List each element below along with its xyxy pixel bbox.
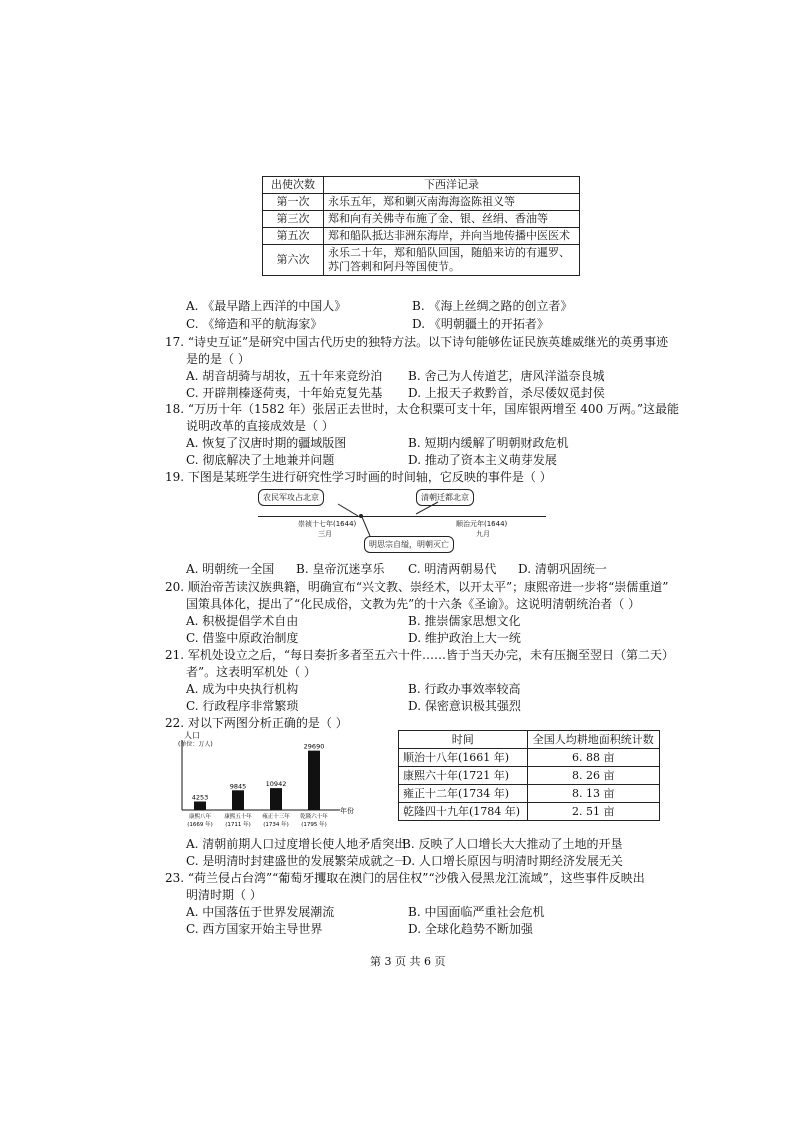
x-tick-label: 雍正十三年 bbox=[262, 814, 290, 820]
bar bbox=[308, 751, 320, 810]
y-axis-unit: (单位：万人) bbox=[178, 741, 213, 748]
q20-stem: 20. 顺治帝苦读汉族典籍，明确宣布“兴文教、崇经术，以开太平”；康熙帝进一步将“崇儒重道” bbox=[165, 580, 669, 594]
area-value: 8. 26 亩 bbox=[527, 767, 660, 785]
area-time: 顺治十八年(1661 年) bbox=[399, 749, 528, 767]
table-row bbox=[263, 211, 580, 228]
q20-stem-2: 国策具体化，提出了“化民成俗，文教为先”的十六条《圣谕》。这说明清朝统治者（ ） bbox=[186, 597, 641, 611]
q17-option-a[interactable]: A. 胡音胡骑与胡妆，五十年来竞纷泊 bbox=[186, 369, 383, 383]
q18-stem-2: 说明改革的直接成效是（ ） bbox=[186, 419, 334, 433]
q22-option-c[interactable]: C. 是明清时封建盛世的发展繁荣成就之一 bbox=[186, 854, 407, 868]
bar-value-label: 4253 bbox=[191, 793, 209, 802]
q18-option-d[interactable]: D. 推动了资本主义萌芽发展 bbox=[408, 453, 557, 467]
q19-option-b[interactable]: B. 皇帝沉迷享乐 bbox=[296, 562, 385, 576]
area-value: 8. 13 亩 bbox=[527, 785, 660, 803]
q17-option-d[interactable]: D. 上报天子救黔首，杀尽倭奴觅封侯 bbox=[408, 386, 605, 400]
q16-option-c[interactable]: C. 《缔造和平的航海家》 bbox=[186, 317, 323, 331]
q18-option-a[interactable]: A. 恢复了汉唐时期的疆域版图 bbox=[186, 436, 347, 450]
q23-stem: 23. “荷兰侵占台湾”“葡萄牙攫取在澳门的居住权”“沙俄入侵黑龙江流域”，这些事件反映出 bbox=[165, 871, 645, 885]
voyage-record-line: 永乐二十年，郑和船队回国，随船来访的有暹罗、 bbox=[328, 246, 570, 259]
q22-stem: 22. 对以下两图分析正确的是（ ） bbox=[165, 716, 348, 730]
table-row bbox=[399, 785, 660, 803]
voyage-record: 郑和向有关佛寺布施了金、银、丝绢、香油等 bbox=[324, 211, 580, 228]
voyage-record: 永乐五年，郑和剿灭南海海盗陈祖义等 bbox=[324, 194, 580, 211]
q23-stem-2: 明清时期（ ） bbox=[186, 888, 262, 902]
q17-stem-2: 是的是（ ） bbox=[186, 352, 250, 366]
x-tick-label: 乾隆六十年 bbox=[300, 814, 328, 820]
table-row bbox=[263, 228, 580, 245]
q19-option-c[interactable]: C. 明清两朝易代 bbox=[408, 562, 497, 576]
voyage-header-times: 出使次数 bbox=[263, 177, 324, 194]
q20-option-d[interactable]: D. 维护政治上大一统 bbox=[408, 631, 521, 645]
q21-option-b[interactable]: B. 行政办事效率较高 bbox=[408, 682, 521, 696]
area-time: 康熙六十年(1721 年) bbox=[399, 767, 528, 785]
bar bbox=[232, 790, 244, 810]
voyage-times: 第五次 bbox=[263, 228, 324, 245]
q19-option-a[interactable]: A. 明朝统一全国 bbox=[186, 562, 275, 576]
timeline-connectors bbox=[258, 480, 548, 550]
area-header-time: 时间 bbox=[399, 731, 528, 749]
voyage-table bbox=[262, 176, 580, 276]
q19-stem: 19. 下图是某班学生进行研究性学习时画的时间轴，它反映的事件是（ ） bbox=[165, 470, 552, 484]
q22-option-a[interactable]: A. 清朝前期人口过度增长使人地矛盾突出 bbox=[186, 837, 407, 851]
arable-land-table bbox=[398, 730, 660, 821]
bar-value-label: 10942 bbox=[265, 780, 287, 789]
q16-option-b[interactable]: B. 《海上丝绸之路的创立者》 bbox=[412, 299, 573, 313]
voyage-record: 郑和船队抵达非洲东海岸，并向当地传播中医医术 bbox=[324, 228, 580, 245]
q21-stem: 21. 军机处设立之后，“每日奏折多者至五六十件……皆于当天办完，未有压搁至翌日（第二天） bbox=[165, 648, 675, 662]
bar-value-label: 9845 bbox=[229, 782, 247, 791]
bar bbox=[270, 788, 282, 810]
x-tick-year: (1711 年) bbox=[225, 822, 251, 828]
bar bbox=[194, 801, 206, 810]
q20-option-a[interactable]: A. 积极提倡学术自由 bbox=[186, 614, 299, 628]
q17-option-c[interactable]: C. 开辟荆榛逐荷夷，十年始克复先基 bbox=[186, 386, 383, 400]
timeline-right-month: 九月 bbox=[476, 530, 490, 538]
population-bar-chart bbox=[172, 730, 372, 832]
y-axis-label: 人口 bbox=[184, 731, 200, 740]
table-row bbox=[399, 749, 660, 767]
q22-option-d[interactable]: D. 人口增长原因与明清时期经济发展无关 bbox=[402, 854, 623, 868]
q18-stem: 18. “万历十年（1582 年）张居正去世时，太仓积粟可支十年，国库银两增至 400 万两。”这最能 bbox=[165, 402, 680, 416]
q21-option-c[interactable]: C. 行政程序非常繁琐 bbox=[186, 699, 299, 713]
voyage-header-record: 下西洋记录 bbox=[324, 177, 580, 194]
timeline-left-month: 三月 bbox=[318, 530, 332, 538]
q21-option-d[interactable]: D. 保密意识极其强烈 bbox=[408, 699, 521, 713]
bar-value-label: 29690 bbox=[303, 742, 325, 751]
q19-option-d[interactable]: D. 清朝巩固统一 bbox=[518, 562, 607, 576]
q21-option-a[interactable]: A. 成为中央执行机构 bbox=[186, 682, 299, 696]
q20-option-c[interactable]: C. 借鉴中原政治制度 bbox=[186, 631, 299, 645]
area-value: 6. 88 亩 bbox=[527, 749, 660, 767]
q23-option-a[interactable]: A. 中国落伍于世界发展潮流 bbox=[186, 905, 335, 919]
q18-option-b[interactable]: B. 短期内缓解了明朝财政危机 bbox=[408, 436, 569, 450]
page-number: 第 3 页 共 6 页 bbox=[370, 955, 446, 968]
q17-stem: 17. “诗史互证”是研究中国古代历史的独特方法。以下诗句能够佐证民族英雄威继光的英勇事迹 bbox=[165, 335, 669, 349]
voyage-times: 第三次 bbox=[263, 211, 324, 228]
x-axis-label: 年份 bbox=[340, 807, 354, 815]
area-time: 雍正十二年(1734 年) bbox=[399, 785, 528, 803]
area-time: 乾隆四十九年(1784 年) bbox=[399, 803, 528, 821]
x-tick-year: (1669 年) bbox=[187, 822, 213, 828]
q23-option-c[interactable]: C. 西方国家开始主导世界 bbox=[186, 922, 323, 936]
voyage-record bbox=[324, 245, 580, 276]
table-row bbox=[399, 803, 660, 821]
q23-option-d[interactable]: D. 全球化趋势不断加强 bbox=[408, 922, 533, 936]
timeline-label-left: 农民军攻占北京 bbox=[258, 489, 324, 506]
area-header-value: 全国人均耕地面积统计数 bbox=[527, 731, 660, 749]
timeline-label-right: 清朝迁都北京 bbox=[416, 489, 474, 506]
x-tick-year: (1795 年) bbox=[301, 822, 327, 828]
x-tick-year: (1734 年) bbox=[263, 822, 289, 828]
voyage-times: 第一次 bbox=[263, 194, 324, 211]
x-tick-label: 康熙八年 bbox=[188, 814, 212, 820]
q16-option-d[interactable]: D. 《明朝疆土的开拓者》 bbox=[412, 317, 549, 331]
table-row bbox=[399, 767, 660, 785]
timeline-left-date: 崇祯十七年(1644) bbox=[298, 520, 357, 528]
voyage-record-line: 苏门答剌和阿丹等国使节。 bbox=[328, 260, 460, 273]
voyage-times: 第六次 bbox=[263, 245, 324, 276]
q22-option-b[interactable]: B. 反映了人口增长大大推动了土地的开垦 bbox=[402, 837, 623, 851]
x-tick-label: 康熙五十年 bbox=[224, 814, 252, 820]
q16-option-a[interactable]: A. 《最早踏上西洋的中国人》 bbox=[186, 299, 347, 313]
q20-option-b[interactable]: B. 推崇儒家思想文化 bbox=[408, 614, 521, 628]
q23-option-b[interactable]: B. 中国面临严重社会危机 bbox=[408, 905, 545, 919]
table-row bbox=[263, 245, 580, 276]
q18-option-c[interactable]: C. 彻底解决了土地兼并问题 bbox=[186, 453, 335, 467]
q21-stem-2: 者”。这表明军机处（ ） bbox=[186, 665, 316, 679]
timeline-label-bottom: 明思宗自缢，明朝灭亡 bbox=[364, 536, 454, 553]
timeline-right-date: 顺治元年(1644) bbox=[456, 520, 508, 528]
area-value: 2. 51 亩 bbox=[527, 803, 660, 821]
table-row bbox=[263, 194, 580, 211]
q17-option-b[interactable]: B. 舍己为人传道艺，唐风洋溢奈良城 bbox=[408, 369, 605, 383]
